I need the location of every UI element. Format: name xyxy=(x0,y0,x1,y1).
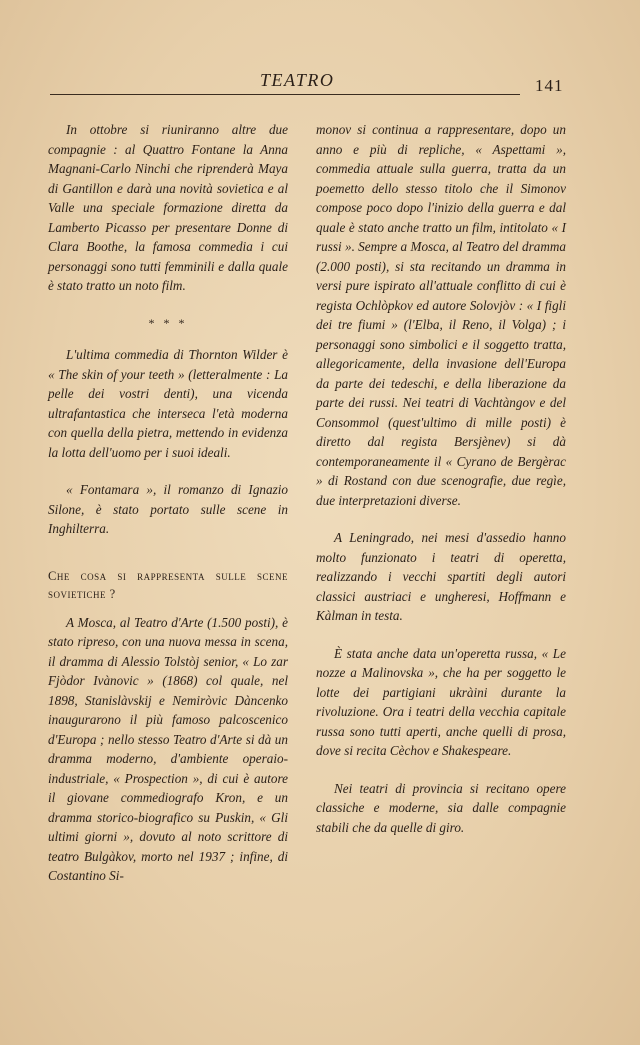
paragraph: È stata anche data un'operetta russa, « Le nozze a Malinovska », che ha per soggetto le lotte dei partigiani ukràini durante la rivoluzione. Ora i teatri della vecchia capitale russa sono tutti aperti, anche quelli di prosa, dove si recita Cèchov e Shakespeare. xyxy=(316,645,566,758)
left-column xyxy=(48,120,288,904)
section-heading: Che cosa si rappresenta sulle scene sovietiche ? xyxy=(48,568,288,601)
paragraph: In ottobre si riuniranno altre due compagnie : al Quattro Fontane la Anna Magnani-Carlo Ninchi che riprenderà Maya di Gantillon e darà una novità sovietica e al Valle una speciale formazione diretta da Lamberto Picasso per presentare Donne di Clara Boothe, la famosa commedia i cui personaggi sono tutti femminili e dalla quale è stato tratto un noto film. xyxy=(48,122,288,293)
running-header xyxy=(50,68,580,98)
paragraph: A Mosca, al Teatro d'Arte (1.500 posti), è stato ripreso, con una nuova messa in scena, il dramma di Alessio Tolstòj senior, « Lo zar Fjòdor Ivànovic » (1868) col quale, nel 1898, Stanislàvskij e Nemiròvic Dàncenko inaugurarono il più famoso palcoscenico d'Europa ; nello stesso Teatro d'Arte si dà un dramma moderno, d'ambiente operaio-industriale, « Prospection », di cui è autore il giovane commediografo Kron, e un dramma storico-biografico su Puskin, « Gli ultimi giorni », dovuto al noto scrittore di teatro Bulgàkov, morto nel 1937 ; infine, di Costantino Si- xyxy=(48,614,288,883)
section-title: TEATRO xyxy=(260,70,335,90)
paragraph: « Fontamara », il romanzo di Ignazio Silone, è stato portato sulle scene in Inghilterra. xyxy=(48,482,288,536)
paragraph: L'ultima commedia di Thornton Wilder è « The skin of your teeth » (letteralmente : La pelle dei vostri denti), una vicenda ultrafantastica che interseca l'età moderna con quella della pietra, mettendo in evidenza la lotta dell'uomo per i suoi ideali. xyxy=(48,347,288,460)
paragraph: A Leningrado, nei mesi d'assedio hanno molto funzionato i teatri di operetta, realizzando i vecchi spartiti degli autori classici austriaci e ungheresi, Hoffmann e Kàlman in testa. xyxy=(316,530,566,623)
section-separator: * * * xyxy=(148,315,188,330)
page-number: 141 xyxy=(535,76,564,95)
right-column xyxy=(316,120,566,855)
paragraph: Nei teatri di provincia si recitano opere classiche e moderne, sia dalle compagnie stabili che da quelle di giro. xyxy=(316,780,566,835)
paragraph: monov si continua a rappresentare, dopo un anno e più di repliche, « Aspettami », commedia attuale sulla guerra, tratta da un poemetto dello stesso titolo che il Simonov compose poco dopo l'inizio della guerra e dal quale è stato anche tratto un film, intitolato « I russi ». Sempre a Mosca, al Teatro del dramma (2.000 posti), si sta recitando un dramma in versi pure ispirato all'attuale conflitto di cui è regista Ochlòpkov ed autore Solovjòv : « I figli dei tre fiumi » (l'Elba, il Reno, il Volga) ; i personaggi sono simbolici e il soggetto tratta, allegoricamente, della invasione dell'Europa da parte dei tedeschi, e della liberazione da parte dei russi. Nei teatri di Vachtàngov e del Consommol (quest'ultimo di mille posti) è diretto dal regista Bersjènev) si dà contemporaneamente il « Cyrano de Bergèrac » di Rostand con due scenografie, due regìe, due interpretazioni diverse. xyxy=(316,122,566,508)
header-rule xyxy=(50,94,520,95)
